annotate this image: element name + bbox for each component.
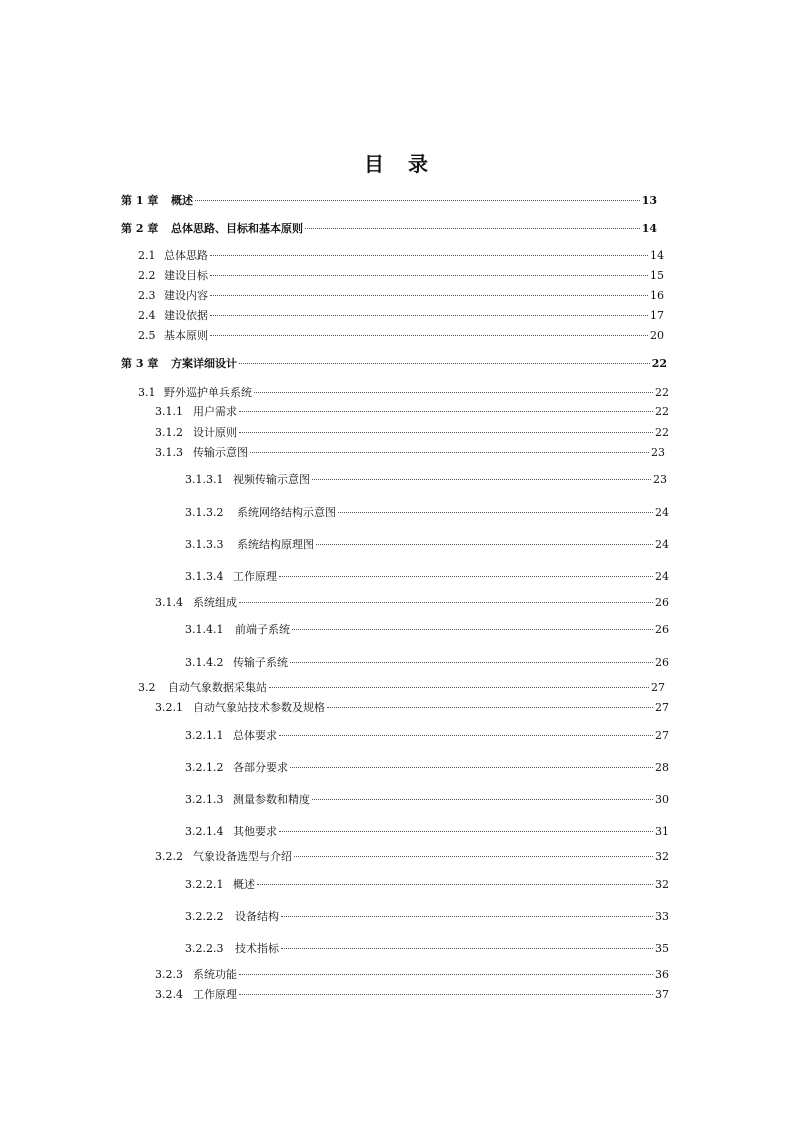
toc-entry-number: 3.1.1 xyxy=(155,405,183,418)
toc-entry-page: 24 xyxy=(655,506,669,519)
toc-entry-page: 22 xyxy=(655,386,669,399)
leader-dots xyxy=(250,452,649,453)
toc-entry-section[interactable] xyxy=(138,386,669,400)
toc-entry-label: 工作原理 xyxy=(193,988,237,1001)
toc-entry-subsubsection[interactable] xyxy=(185,878,669,892)
toc-entry-label: 各部分要求 xyxy=(233,761,288,774)
toc-entry-label: 自动气象数据采集站 xyxy=(168,681,267,694)
toc-entry-subsubsection[interactable] xyxy=(185,656,669,670)
toc-entry-page: 26 xyxy=(655,656,669,669)
toc-entry-page: 27 xyxy=(655,729,669,742)
toc-entry-subsubsection[interactable] xyxy=(185,506,669,520)
leader-dots xyxy=(239,363,650,364)
leader-dots xyxy=(269,687,649,688)
leader-dots xyxy=(254,392,653,393)
toc-entry-number: 3.2.1.1 xyxy=(185,729,224,742)
toc-entry-number: 3.1 xyxy=(138,386,156,399)
toc-entry-label: 建设内容 xyxy=(164,289,208,302)
toc-entry-number: 3.1.3.4 xyxy=(185,570,224,583)
toc-entry-number: 3.2.1.3 xyxy=(185,793,224,806)
toc-entry-number: 第 1 章 xyxy=(121,194,159,207)
toc-entry-page: 15 xyxy=(650,269,664,282)
leader-dots xyxy=(239,602,653,603)
toc-entry-subsubsection[interactable] xyxy=(185,729,669,743)
toc-entry-label: 概述 xyxy=(171,194,193,207)
toc-entry-label: 传输示意图 xyxy=(193,446,248,459)
toc-entry-subsubsection[interactable] xyxy=(185,942,669,956)
toc-entry-label: 系统结构原理图 xyxy=(237,538,314,551)
toc-entry-subsection[interactable] xyxy=(155,405,669,419)
toc-entry-page: 30 xyxy=(655,793,669,806)
leader-dots xyxy=(290,662,653,663)
toc-entry-page: 31 xyxy=(655,825,669,838)
toc-entry-page: 28 xyxy=(655,761,669,774)
toc-entry-page: 27 xyxy=(651,681,665,694)
toc-entry-number: 3.2.2 xyxy=(155,850,183,863)
toc-entry-label: 总体思路、目标和基本原则 xyxy=(171,222,303,235)
toc-entry-number: 3.1.3.1 xyxy=(185,473,224,486)
toc-entry-number: 3.2.2.1 xyxy=(185,878,224,891)
toc-entry-number: 3.2.2.3 xyxy=(185,942,224,955)
toc-entry-subsection[interactable] xyxy=(155,968,669,982)
toc-entry-label: 设计原则 xyxy=(193,426,237,439)
toc-entry-label: 自动气象站技术参数及规格 xyxy=(193,701,325,714)
leader-dots xyxy=(294,856,653,857)
toc-entry-page: 13 xyxy=(641,194,657,207)
leader-dots xyxy=(239,974,653,975)
toc-entry-page: 37 xyxy=(655,988,669,1001)
toc-entry-label: 建设目标 xyxy=(164,269,208,282)
toc-entry-number: 3.2.3 xyxy=(155,968,183,981)
leader-dots xyxy=(279,831,653,832)
toc-entry-number: 3.2.1 xyxy=(155,701,183,714)
toc-entry-label: 气象设备选型与介绍 xyxy=(193,850,292,863)
leader-dots xyxy=(210,335,648,336)
leader-dots xyxy=(290,767,653,768)
toc-entry-chapter-1[interactable] xyxy=(121,194,657,208)
leader-dots xyxy=(279,576,653,577)
toc-entry-number: 3.1.3.3 xyxy=(185,538,224,551)
leader-dots xyxy=(312,479,651,480)
toc-entry-number: 3.2.4 xyxy=(155,988,183,1001)
leader-dots xyxy=(312,799,653,800)
toc-entry-number: 2.1 xyxy=(138,249,156,262)
toc-entry-page: 14 xyxy=(650,249,664,262)
leader-dots xyxy=(305,228,640,229)
leader-dots xyxy=(210,315,648,316)
toc-entry-page: 36 xyxy=(655,968,669,981)
toc-entry-label: 系统功能 xyxy=(193,968,237,981)
leader-dots xyxy=(210,295,648,296)
toc-entry-page: 26 xyxy=(655,596,669,609)
leader-dots xyxy=(195,200,640,201)
toc-entry-number: 2.4 xyxy=(138,309,156,322)
toc-entry-page: 22 xyxy=(651,357,667,370)
toc-entry-number: 3.1.3.2 xyxy=(185,506,224,519)
toc-entry-label: 基本原则 xyxy=(164,329,208,342)
leader-dots xyxy=(281,948,653,949)
toc-entry-subsection[interactable] xyxy=(155,701,669,715)
leader-dots xyxy=(316,544,653,545)
toc-entry-page: 32 xyxy=(655,850,669,863)
toc-title: 目 录 xyxy=(364,152,430,176)
leader-dots xyxy=(327,707,653,708)
toc-entry-section[interactable] xyxy=(138,309,664,323)
toc-entry-page: 22 xyxy=(655,426,669,439)
toc-entry-label: 测量参数和精度 xyxy=(233,793,310,806)
toc-entry-label: 其他要求 xyxy=(233,825,277,838)
toc-entry-page: 24 xyxy=(655,538,669,551)
leader-dots xyxy=(210,275,648,276)
toc-entry-number: 3.2 xyxy=(138,681,156,694)
leader-dots xyxy=(239,994,653,995)
toc-entry-chapter-2[interactable] xyxy=(121,222,657,236)
toc-entry-label: 系统组成 xyxy=(193,596,237,609)
toc-entry-subsection[interactable] xyxy=(155,426,669,440)
toc-entry-subsubsection[interactable] xyxy=(185,473,667,487)
toc-entry-label: 野外巡护单兵系统 xyxy=(164,386,252,399)
toc-entry-section[interactable] xyxy=(138,249,664,263)
toc-entry-label: 总体要求 xyxy=(233,729,277,742)
toc-entry-page: 23 xyxy=(653,473,667,486)
toc-entry-subsubsection[interactable] xyxy=(185,793,669,807)
toc-entry-number: 3.1.4.2 xyxy=(185,656,224,669)
toc-entry-subsection[interactable] xyxy=(155,446,665,460)
toc-entry-section[interactable] xyxy=(138,289,664,303)
toc-entry-subsection[interactable] xyxy=(155,988,669,1002)
toc-entry-page: 17 xyxy=(650,309,664,322)
toc-entry-number: 3.2.1.4 xyxy=(185,825,224,838)
toc-entry-section[interactable] xyxy=(138,681,665,695)
toc-entry-number: 2.5 xyxy=(138,329,156,342)
leader-dots xyxy=(338,512,653,513)
leader-dots xyxy=(239,411,653,412)
toc-entry-page: 35 xyxy=(655,942,669,955)
toc-entry-page: 16 xyxy=(650,289,664,302)
toc-entry-chapter-3[interactable] xyxy=(121,357,667,371)
toc-entry-label: 系统网络结构示意图 xyxy=(237,506,336,519)
toc-entry-number: 第 3 章 xyxy=(121,357,159,370)
toc-entry-page: 22 xyxy=(655,405,669,418)
toc-entry-page: 24 xyxy=(655,570,669,583)
toc-entry-number: 3.1.4.1 xyxy=(185,623,224,636)
toc-entry-subsubsection[interactable] xyxy=(185,570,669,584)
toc-entry-subsubsection[interactable] xyxy=(185,761,669,775)
leader-dots xyxy=(279,735,653,736)
toc-entry-subsection[interactable] xyxy=(155,596,669,610)
toc-entry-label: 总体思路 xyxy=(164,249,208,262)
toc-entry-label: 视频传输示意图 xyxy=(233,473,310,486)
toc-entry-number: 2.3 xyxy=(138,289,156,302)
toc-entry-number: 3.1.2 xyxy=(155,426,183,439)
leader-dots xyxy=(281,916,653,917)
leader-dots xyxy=(257,884,653,885)
leader-dots xyxy=(239,432,653,433)
toc-entry-number: 3.2.1.2 xyxy=(185,761,224,774)
toc-entry-page: 14 xyxy=(641,222,657,235)
toc-entry-label: 建设依据 xyxy=(164,309,208,322)
leader-dots xyxy=(292,629,653,630)
toc-entry-number: 3.1.4 xyxy=(155,596,183,609)
toc-entry-label: 前端子系统 xyxy=(235,623,290,636)
toc-entry-label: 用户需求 xyxy=(193,405,237,418)
toc-entry-subsubsection[interactable] xyxy=(185,910,669,924)
toc-entry-subsubsection[interactable] xyxy=(185,825,669,839)
toc-entry-page: 20 xyxy=(650,329,664,342)
toc-entry-page: 23 xyxy=(651,446,665,459)
toc-entry-section[interactable] xyxy=(138,269,664,283)
toc-entry-subsubsection[interactable] xyxy=(185,623,669,637)
toc-entry-label: 工作原理 xyxy=(233,570,277,583)
toc-entry-label: 方案详细设计 xyxy=(171,357,237,370)
toc-entry-subsubsection[interactable] xyxy=(185,538,669,552)
toc-entry-label: 设备结构 xyxy=(235,910,279,923)
toc-entry-page: 33 xyxy=(655,910,669,923)
toc-entry-number: 3.2.2.2 xyxy=(185,910,224,923)
toc-entry-number: 2.2 xyxy=(138,269,156,282)
toc-entry-page: 32 xyxy=(655,878,669,891)
toc-entry-number: 第 2 章 xyxy=(121,222,159,235)
toc-entry-subsection[interactable] xyxy=(155,850,669,864)
toc-entry-page: 27 xyxy=(655,701,669,714)
toc-entry-label: 传输子系统 xyxy=(233,656,288,669)
toc-entry-label: 技术指标 xyxy=(235,942,279,955)
toc-entry-page: 26 xyxy=(655,623,669,636)
leader-dots xyxy=(210,255,648,256)
toc-entry-section[interactable] xyxy=(138,329,664,343)
toc-entry-number: 3.1.3 xyxy=(155,446,183,459)
toc-entry-label: 概述 xyxy=(233,878,255,891)
